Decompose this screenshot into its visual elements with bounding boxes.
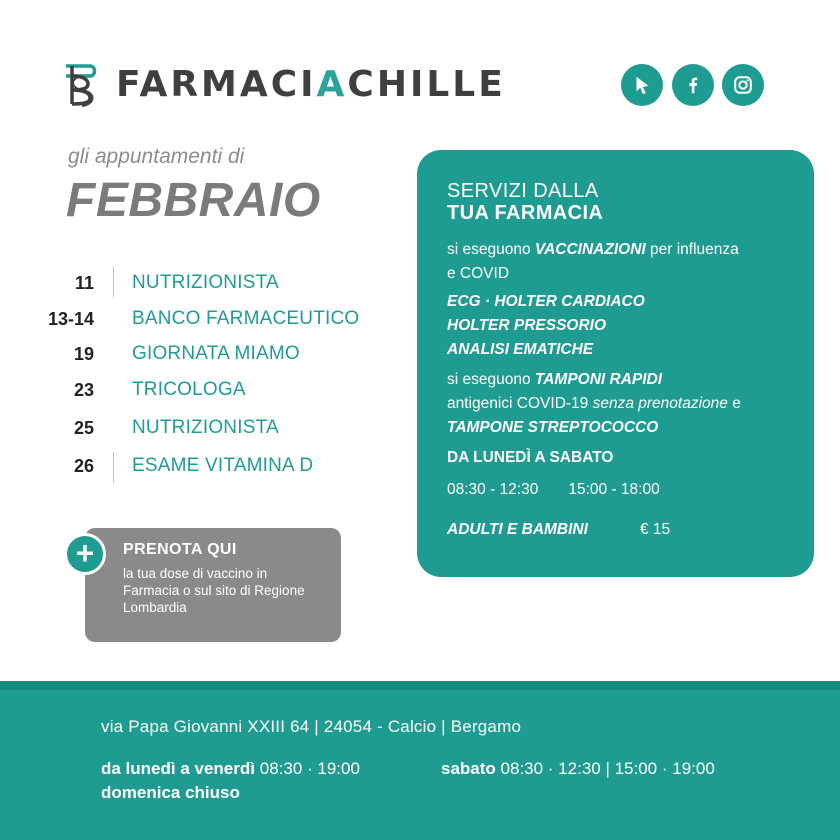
- page-title: FEBBRAIO: [66, 174, 321, 227]
- brand-name: FARMACIACHILLE: [116, 64, 506, 105]
- schedule-label: BANCO FARMACEUTICO: [132, 308, 360, 329]
- service-price-row: [447, 518, 814, 542]
- page-subtitle: gli appuntamenti di: [68, 145, 245, 168]
- schedule-row: [0, 304, 360, 334]
- schedule-date: 26: [73, 455, 94, 476]
- footer: [0, 690, 840, 840]
- facebook-icon: [682, 74, 704, 96]
- service-holter: HOLTER PRESSORIO: [447, 317, 607, 334]
- schedule-date: 11: [74, 272, 94, 293]
- schedule-date: 23: [73, 379, 94, 400]
- brand-logo[interactable]: [62, 60, 506, 110]
- website-cursor-button[interactable]: [621, 64, 663, 106]
- schedule-row: [0, 375, 246, 405]
- schedule-label: NUTRIZIONISTA: [132, 417, 279, 438]
- sunday-hours: domenica chiuso: [101, 783, 240, 802]
- weekday-hours: da lunedì a venerdì 08:30 · 19:00: [101, 759, 360, 778]
- prenota-text: la tua dose di vaccino in Farmacia o sul sito di Regione Lombardia: [123, 566, 305, 615]
- schedule-row: [0, 268, 279, 298]
- schedule-label: TRICOLOGA: [132, 379, 246, 400]
- instagram-icon: [732, 74, 754, 96]
- schedule-label: ESAME VITAMINA D: [132, 455, 314, 476]
- footer-address: via Papa Giovanni XXIII 64 | 24054 - Calcio | Bergamo: [101, 717, 522, 736]
- prenota-card[interactable]: [85, 528, 341, 642]
- schedule-date: 13-14: [47, 308, 94, 329]
- saturday-hours: sabato 08:30 · 12:30 | 15:00 · 19:00: [441, 759, 715, 778]
- schedule-date: 19: [73, 343, 94, 364]
- schedule-label: GIORNATA MIAMO: [132, 343, 300, 364]
- time-afternoon: 15:00 - 18:00: [568, 481, 660, 498]
- pharmacy-logo-icon: [62, 60, 102, 110]
- tamponi-line: si eseguono TAMPONI RAPIDI antigenici COVID-19 senza prenotazione e: [447, 371, 741, 412]
- vaccination-line: si eseguono VACCINAZIONI per influenza e COVID: [447, 241, 739, 282]
- services-panel: [417, 150, 814, 577]
- service-ecg: ECG · HOLTER CARDIACO: [447, 293, 645, 310]
- service-days: DA LUNEDÌ A SABATO: [447, 449, 614, 466]
- service-audience: ADULTI E BAMBINI: [447, 521, 588, 538]
- time-morning: 08:30 - 12:30: [447, 481, 539, 498]
- service-times: [447, 478, 814, 502]
- schedule-divider: [113, 267, 114, 297]
- schedule-date: 25: [73, 417, 94, 438]
- plus-icon[interactable]: +: [64, 533, 106, 575]
- prenota-title: PRENOTA QUI: [123, 541, 237, 558]
- service-strepto: TAMPONE STREPTOCOCCO: [447, 419, 659, 436]
- service-price: € 15: [639, 521, 671, 538]
- services-subtitle: TUA FARMACIA: [447, 202, 604, 224]
- footer-divider: [0, 681, 840, 690]
- schedule-row: [0, 413, 279, 443]
- service-analisi: ANALISI EMATICHE: [447, 341, 594, 358]
- services-title: SERVIZI DALLA: [447, 180, 599, 202]
- schedule-label: NUTRIZIONISTA: [132, 272, 279, 293]
- schedule-divider: [113, 452, 114, 482]
- schedule-row: [0, 339, 300, 369]
- instagram-button[interactable]: [722, 64, 764, 106]
- facebook-button[interactable]: [672, 64, 714, 106]
- cursor-icon: [631, 74, 653, 96]
- schedule-row: [0, 451, 314, 481]
